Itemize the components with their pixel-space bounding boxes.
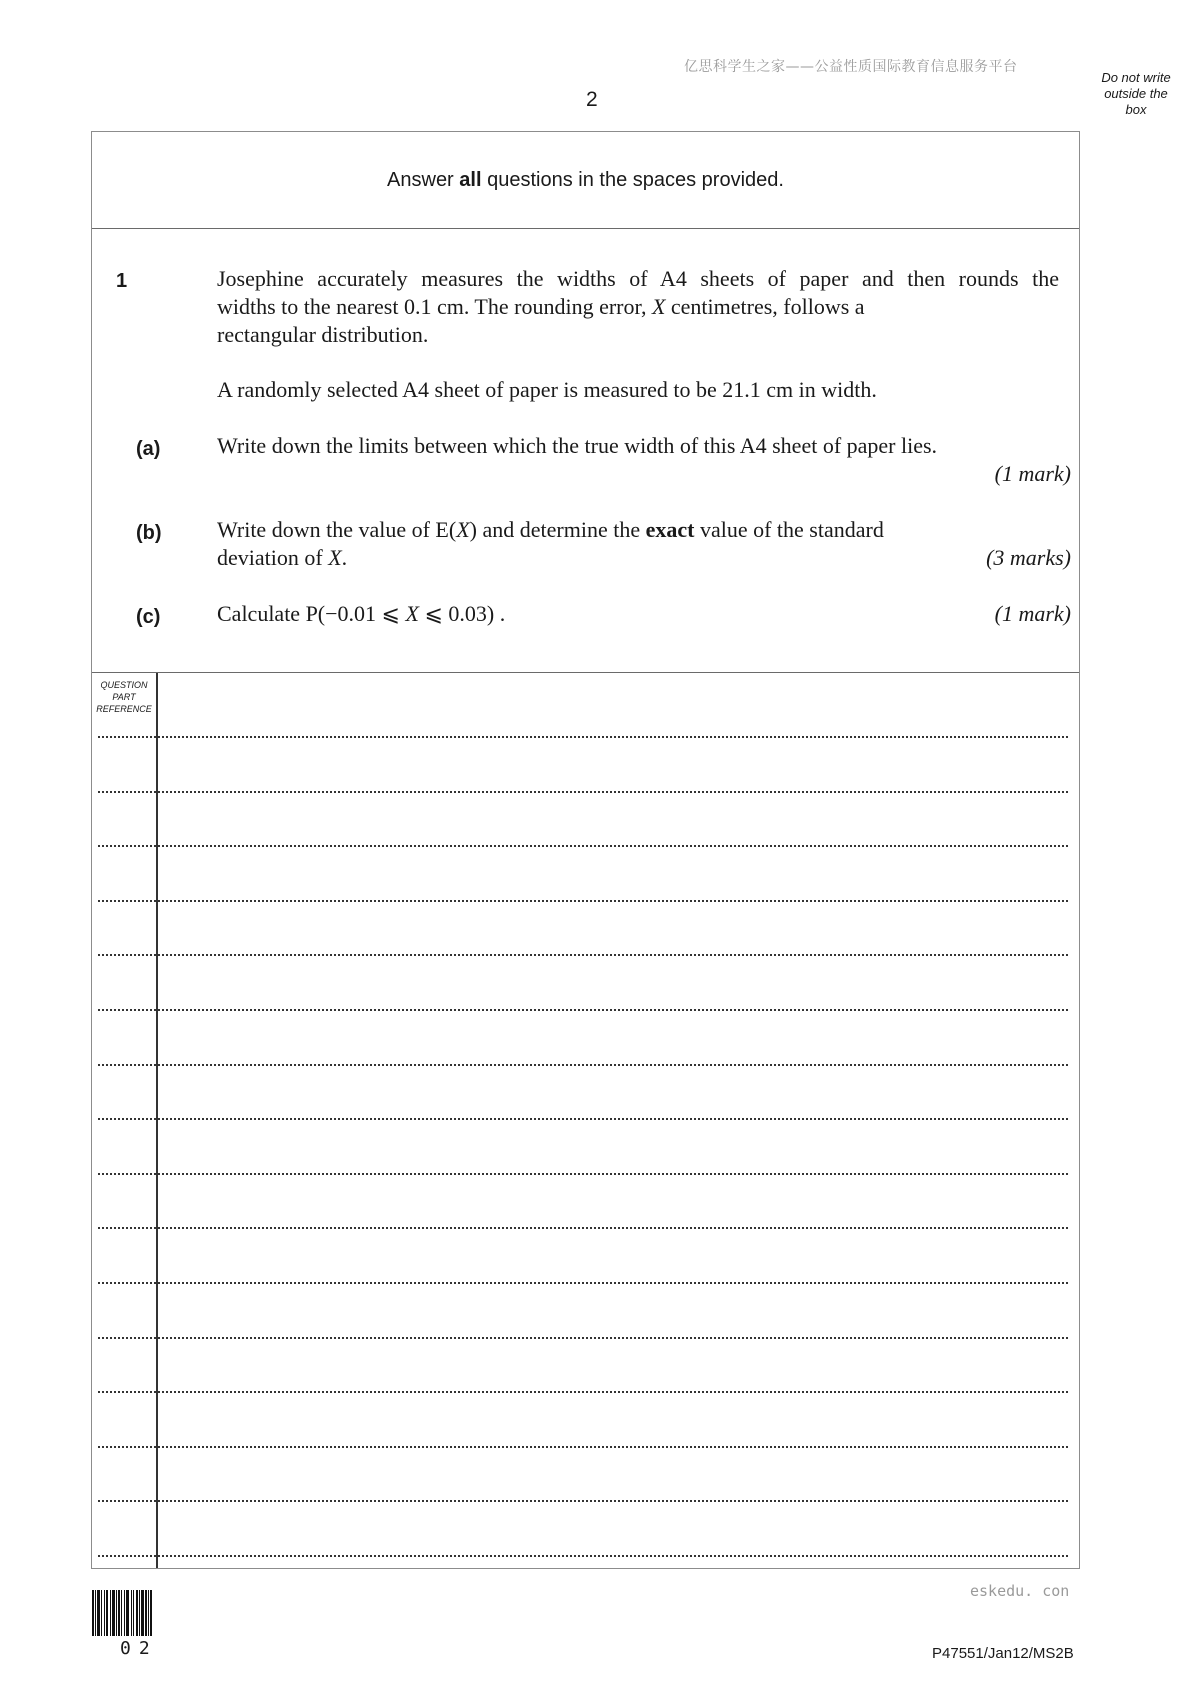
answer-frame bbox=[91, 131, 1080, 1569]
margin-note-line: Do not write bbox=[1101, 70, 1171, 85]
barcode-bar bbox=[152, 1590, 153, 1636]
question-number: 1 bbox=[116, 270, 128, 292]
part-a-text: Write down the limits between which the true width of this A4 sheet of paper lies. bbox=[217, 433, 938, 458]
answer-line[interactable] bbox=[98, 1446, 1068, 1448]
question-sample: A randomly selected A4 sheet of paper is measured to be 21.1 cm in width. bbox=[217, 377, 877, 402]
margin-note-line: box bbox=[1125, 102, 1147, 117]
part-c-text: Calculate P(−0.01 ⩽ X ⩽ 0.03) . bbox=[217, 601, 506, 626]
part-a-marks: (1 mark) bbox=[994, 461, 1071, 486]
barcode-number: 02 bbox=[120, 1638, 158, 1659]
answer-line[interactable] bbox=[98, 1064, 1068, 1066]
part-b-marks: (3 marks) bbox=[986, 545, 1071, 570]
part-b-label: (b) bbox=[136, 522, 162, 544]
part-b-text: Write down the value of E(X) and determine the exact value of the standard deviation of X. bbox=[217, 517, 884, 570]
page-number: 2 bbox=[586, 88, 598, 111]
answer-line[interactable] bbox=[98, 1555, 1068, 1557]
margin-note-line: outside the bbox=[1104, 86, 1168, 101]
watermark-bottom: eskedu. con bbox=[970, 1582, 1070, 1600]
ref-column-divider bbox=[156, 673, 158, 1568]
answer-line[interactable] bbox=[98, 1282, 1068, 1284]
footer-code: P47551/Jan12/MS2B bbox=[932, 1645, 1074, 1662]
answer-line[interactable] bbox=[98, 900, 1068, 902]
barcode bbox=[92, 1590, 196, 1636]
answer-area[interactable] bbox=[92, 673, 1079, 1568]
question-part-reference-label: QUESTION PART REFERENCE bbox=[96, 680, 152, 714]
watermark-top: 亿思科学生之家——公益性质国际教育信息服务平台 bbox=[684, 59, 1018, 75]
answer-line[interactable] bbox=[98, 1009, 1068, 1011]
question-intro: Josephine accurately measures the widths of A4 sheets of paper and then rounds the widths to the nearest 0.1 cm. The rounding error, X centimetres, follows a rectangular distribution. bbox=[217, 266, 1059, 347]
part-c-label: (c) bbox=[136, 606, 161, 628]
instruction-header bbox=[92, 132, 1079, 229]
answer-line[interactable] bbox=[98, 954, 1068, 956]
answer-line[interactable] bbox=[98, 1391, 1068, 1393]
answer-line[interactable] bbox=[98, 791, 1068, 793]
answer-line[interactable] bbox=[98, 1337, 1068, 1339]
instruction-text: Answer all questions in the spaces provided. bbox=[387, 168, 784, 191]
answer-line[interactable] bbox=[98, 1227, 1068, 1229]
part-c-marks: (1 mark) bbox=[994, 601, 1071, 626]
answer-line[interactable] bbox=[98, 845, 1068, 847]
margin-note bbox=[1086, 70, 1186, 118]
answer-line[interactable] bbox=[98, 1500, 1068, 1502]
answer-line[interactable] bbox=[98, 736, 1068, 738]
answer-line[interactable] bbox=[98, 1173, 1068, 1175]
question-block bbox=[92, 229, 1079, 673]
part-a-label: (a) bbox=[136, 438, 161, 460]
answer-line[interactable] bbox=[98, 1118, 1068, 1120]
